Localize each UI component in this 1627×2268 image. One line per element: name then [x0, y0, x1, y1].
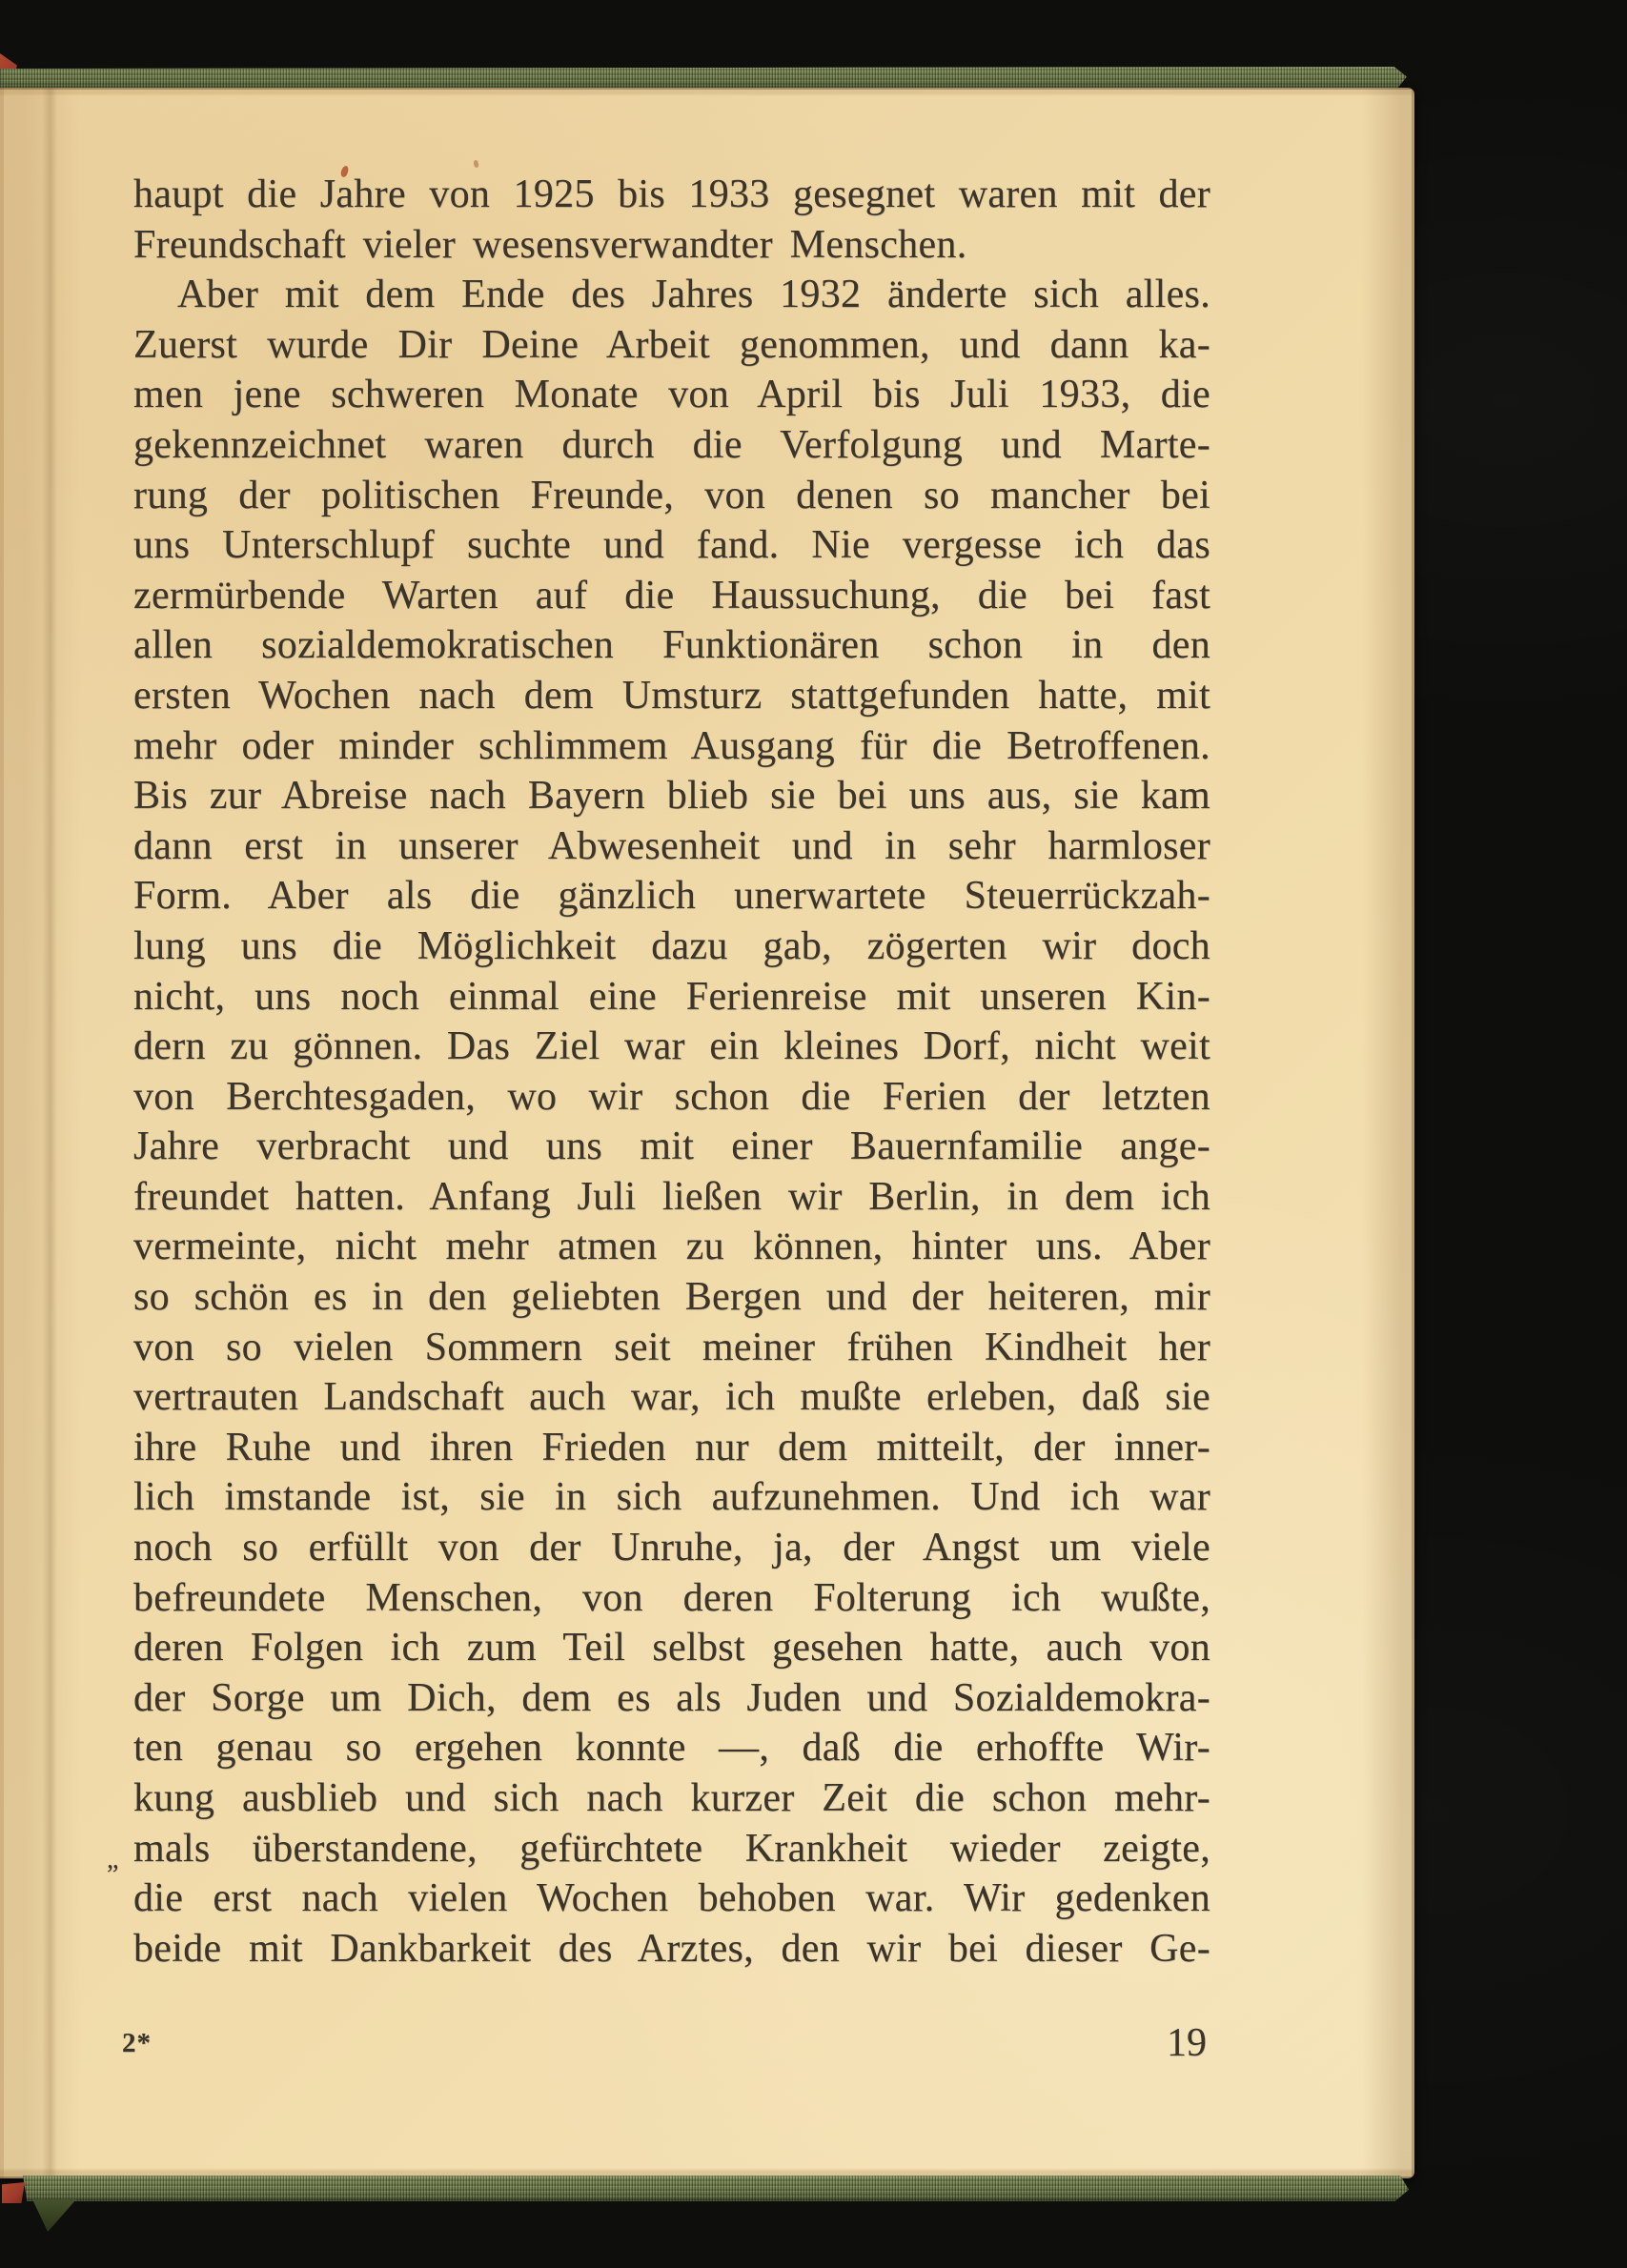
text-line: befreundete Menschen, von deren Folterung ich wußte, [133, 1575, 1210, 1620]
text-line: rung der politischen Freunde, von denen so mancher bei [133, 473, 1210, 517]
text-line: kung ausblieb und sich nach kurzer Zeit die schon mehr- [133, 1776, 1210, 1820]
paper-speck [473, 159, 479, 168]
text-line: Freundschaft vieler wesensverwandter Menschen. [133, 222, 967, 267]
text-line: deren Folgen ich zum Teil selbst gesehen hatte, auch von [133, 1626, 1210, 1671]
cloth-fold-tail [32, 2199, 76, 2232]
spine-headband-red-bottom [2, 2182, 25, 2203]
text-line: mals überstandene, gefürchtete Krankheit wieder zeigte, [133, 1826, 1210, 1871]
text-line: beide mit Dankbarkeit des Arztes, den wir bei dieser Ge- [133, 1926, 1210, 1971]
margin-mark: „ [107, 1845, 119, 1874]
signature-mark: 2* [122, 2028, 152, 2058]
text-line: so schön es in den geliebten Bergen und der heiteren, mir [133, 1275, 1210, 1320]
text-line: von Berchtesgaden, wo wir schon die Ferien der letzten [133, 1074, 1210, 1119]
text-line: Bis zur Abreise nach Bayern blieb sie bei uns aus, sie kam [133, 774, 1210, 819]
text-line: noch so erfüllt von der Unruhe, ja, der Angst um viele [133, 1526, 1210, 1570]
text-line: von so vielen Sommern seit meiner frühen Kindheit her [133, 1325, 1210, 1369]
text-line: dann erst in unserer Abwesenheit und in sehr harmloser [133, 823, 1210, 868]
text-line: men jene schweren Monate von April bis Juli 1933, die [133, 373, 1210, 417]
text-line: ersten Wochen nach dem Umsturz stattgefunden hatte, mit [133, 673, 1210, 718]
text-line: haupt die Jahre von 1925 bis 1933 gesegnet waren mit der [133, 172, 1210, 216]
text-line: vertrauten Landschaft auch war, ich mußte erleben, daß sie [133, 1375, 1210, 1420]
book-cover-cloth-bottom [23, 2176, 1409, 2201]
text-line: ihre Ruhe und ihren Frieden nur dem mitteilt, der inner- [133, 1425, 1210, 1469]
text-line: zermürbende Warten auf die Haussuchung, die bei fast [133, 573, 1210, 618]
page-number: 19 [1167, 2021, 1207, 2065]
text-line: gekennzeichnet waren durch die Verfolgung und Marte- [133, 422, 1210, 467]
text-line: Aber mit dem Ende des Jahres 1932 änderte sich alles. [177, 273, 1210, 317]
text-line: vermeinte, nicht mehr atmen zu können, hinter uns. Aber [133, 1225, 1210, 1269]
gutter-crease [42, 88, 57, 2178]
text-line: Jahre verbracht und uns mit einer Bauernfamilie ange- [133, 1124, 1210, 1169]
text-line: Zuerst wurde Dir Deine Arbeit genommen, und dann ka- [133, 322, 1210, 367]
text-line: lich imstande ist, sie in sich aufzunehmen. Und ich war [133, 1475, 1210, 1520]
text-line: mehr oder minder schlimmem Ausgang für die Betroffenen. [133, 723, 1210, 768]
page-text [133, 170, 1210, 1974]
book-page [0, 88, 1414, 2178]
text-line: uns Unterschlupf suchte und fand. Nie vergesse ich das [133, 523, 1210, 568]
text-line: nicht, uns noch einmal eine Ferienreise mit unseren Kin- [133, 974, 1210, 1019]
text-line: der Sorge um Dich, dem es als Juden und Sozialdemokra- [133, 1675, 1210, 1720]
text-line: allen sozialdemokratischen Funktionären schon in den [133, 623, 1210, 668]
text-line: dern zu gönnen. Das Ziel war ein kleines Dorf, nicht weit [133, 1024, 1210, 1069]
text-line: freundet hatten. Anfang Juli ließen wir Berlin, in dem ich [133, 1174, 1210, 1219]
text-line: Form. Aber als die gänzlich unerwartete Steuerrückzah- [133, 874, 1210, 919]
text-line: die erst nach vielen Wochen behoben war. Wir gedenken [133, 1876, 1210, 1921]
text-line: ten genau so ergehen konnte —, daß die erhoffte Wir- [133, 1726, 1210, 1771]
text-line: lung uns die Möglichkeit dazu gab, zögerten wir doch [133, 923, 1210, 968]
